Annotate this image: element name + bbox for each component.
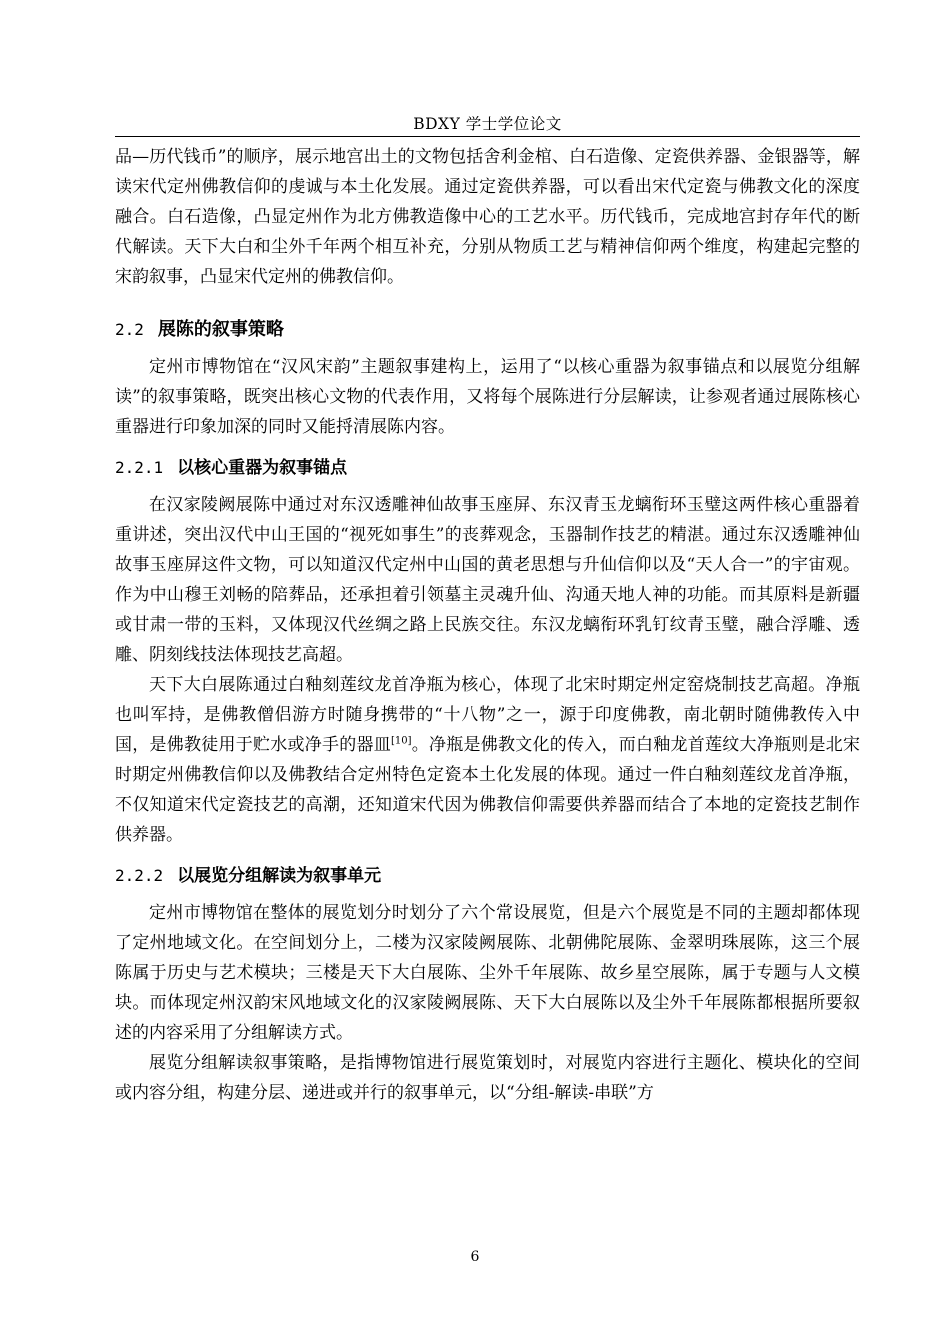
running-header: BDXY 学士学位论文 — [413, 115, 562, 133]
paragraph-text: 。净瓶是佛教文化的传入，而白釉龙首莲纹大净瓶则是北宋时期定州佛教信仰以及佛教结合定州特色定瓷本土化发展的体现。通过一件白釉刻莲纹龙首净瓶，不仅知道宋代定瓷技艺的高潮，还知道宋代因为佛教信仰需要供养器而结合了本地的定瓷技艺制作供养器。 — [115, 735, 861, 845]
header-rule — [115, 136, 860, 137]
paragraph: 定州市博物馆在“汉风宋韵”主题叙事建构上，运用了“以核心重器为叙事锚点和以展览分组解读”的叙事策略，既突出核心文物的代表作用，又将每个展陈进行分层解读，让参观者通过展陈核心重器进行印象加深的同时又能捋清展陈内容。 — [115, 357, 860, 437]
paragraph-with-citation — [115, 670, 860, 850]
section-number: 2.2.2 — [115, 866, 164, 885]
paragraph: 定州市博物馆在整体的展览划分时划分了六个常设展览，但是六个展览是不同的主题却都体现了定州地域文化。在空间划分上，二楼为汉家陵阙展陈、北朝佛陀展陈、金翠明珠展陈，这三个展陈属于历史与艺术模块；三楼是天下大白展陈、尘外千年展陈、故乡星空展陈，属于专题与人文模块。而体现定州汉韵宋风地域文化的汉家陵阙展陈、天下大白展陈以及尘外千年展陈都根据所要叙述的内容采用了分组解读方式。 — [115, 903, 860, 1043]
paragraph: 在汉家陵阙展陈中通过对东汉透雕神仙故事玉座屏、东汉青玉龙螭衔环玉璧这两件核心重器着重讲述，突出汉代中山王国的“视死如事生”的丧葬观念，玉器制作技艺的精湛。通过东汉透雕神仙故事玉座屏这件文物，可以知道汉代定州中山国的黄老思想与升仙信仰以及“天人合一”的宇宙观。作为中山穆王刘畅的陪葬品，还承担着引领墓主灵魂升仙、沟通天地人神的功能。而其原料是新疆或甘肃一带的玉料，又体现汉代丝绸之路上民族交往。东汉龙螭衔环乳钉纹青玉璧，融合浮雕、透雕、阴刻线技法体现技艺高超。 — [115, 495, 860, 665]
section-heading-2-2 — [115, 316, 860, 344]
section-title: 以展览分组解读为叙事单元 — [177, 866, 382, 886]
section-number: 2.2 — [115, 320, 144, 339]
section-heading-2-2-2 — [115, 862, 860, 890]
paragraph: 展览分组解读叙事策略，是指博物馆进行展览策划时，对展览内容进行主题化、模块化的空间或内容分组，构建分层、递进或并行的叙事单元，以“分组-解读-串联”方 — [115, 1053, 860, 1103]
paragraph-continued: 品—历代钱币”的顺序，展示地宫出土的文物包括舍利金棺、白石造像、定瓷供养器、金银器等，解读宋代定州佛教信仰的虔诚与本土化发展。通过定瓷供养器，可以看出宋代定瓷与佛教文化的深度融合。白石造像，凸显定州作为北方佛教造像中心的工艺水平。历代钱币，完成地宫封存年代的断代解读。天下大白和尘外千年两个相互补充，分别从物质工艺与精神信仰两个维度，构建起完整的宋韵叙事，凸显宋代定州的佛教信仰。 — [115, 147, 860, 287]
paragraph-text: 天下大白展陈通过白釉刻莲纹龙首净瓶为核心，体现了北宋时期定州定窑烧制技艺高超。净瓶也叫军持，是佛教僧侣游方时随身携带的“十八物”之一，源于印度佛教，南北朝时随佛教传入中国，是佛教徒用于贮水或净手的器皿 — [115, 675, 860, 755]
section-heading-2-2-1 — [115, 454, 860, 482]
section-title: 以核心重器为叙事锚点 — [177, 458, 348, 478]
section-title: 展陈的叙事策略 — [157, 319, 284, 340]
page-body — [115, 142, 860, 1108]
citation-marker: [10] — [391, 735, 412, 747]
section-number: 2.2.1 — [115, 458, 164, 477]
page-number: 6 — [470, 1249, 480, 1265]
